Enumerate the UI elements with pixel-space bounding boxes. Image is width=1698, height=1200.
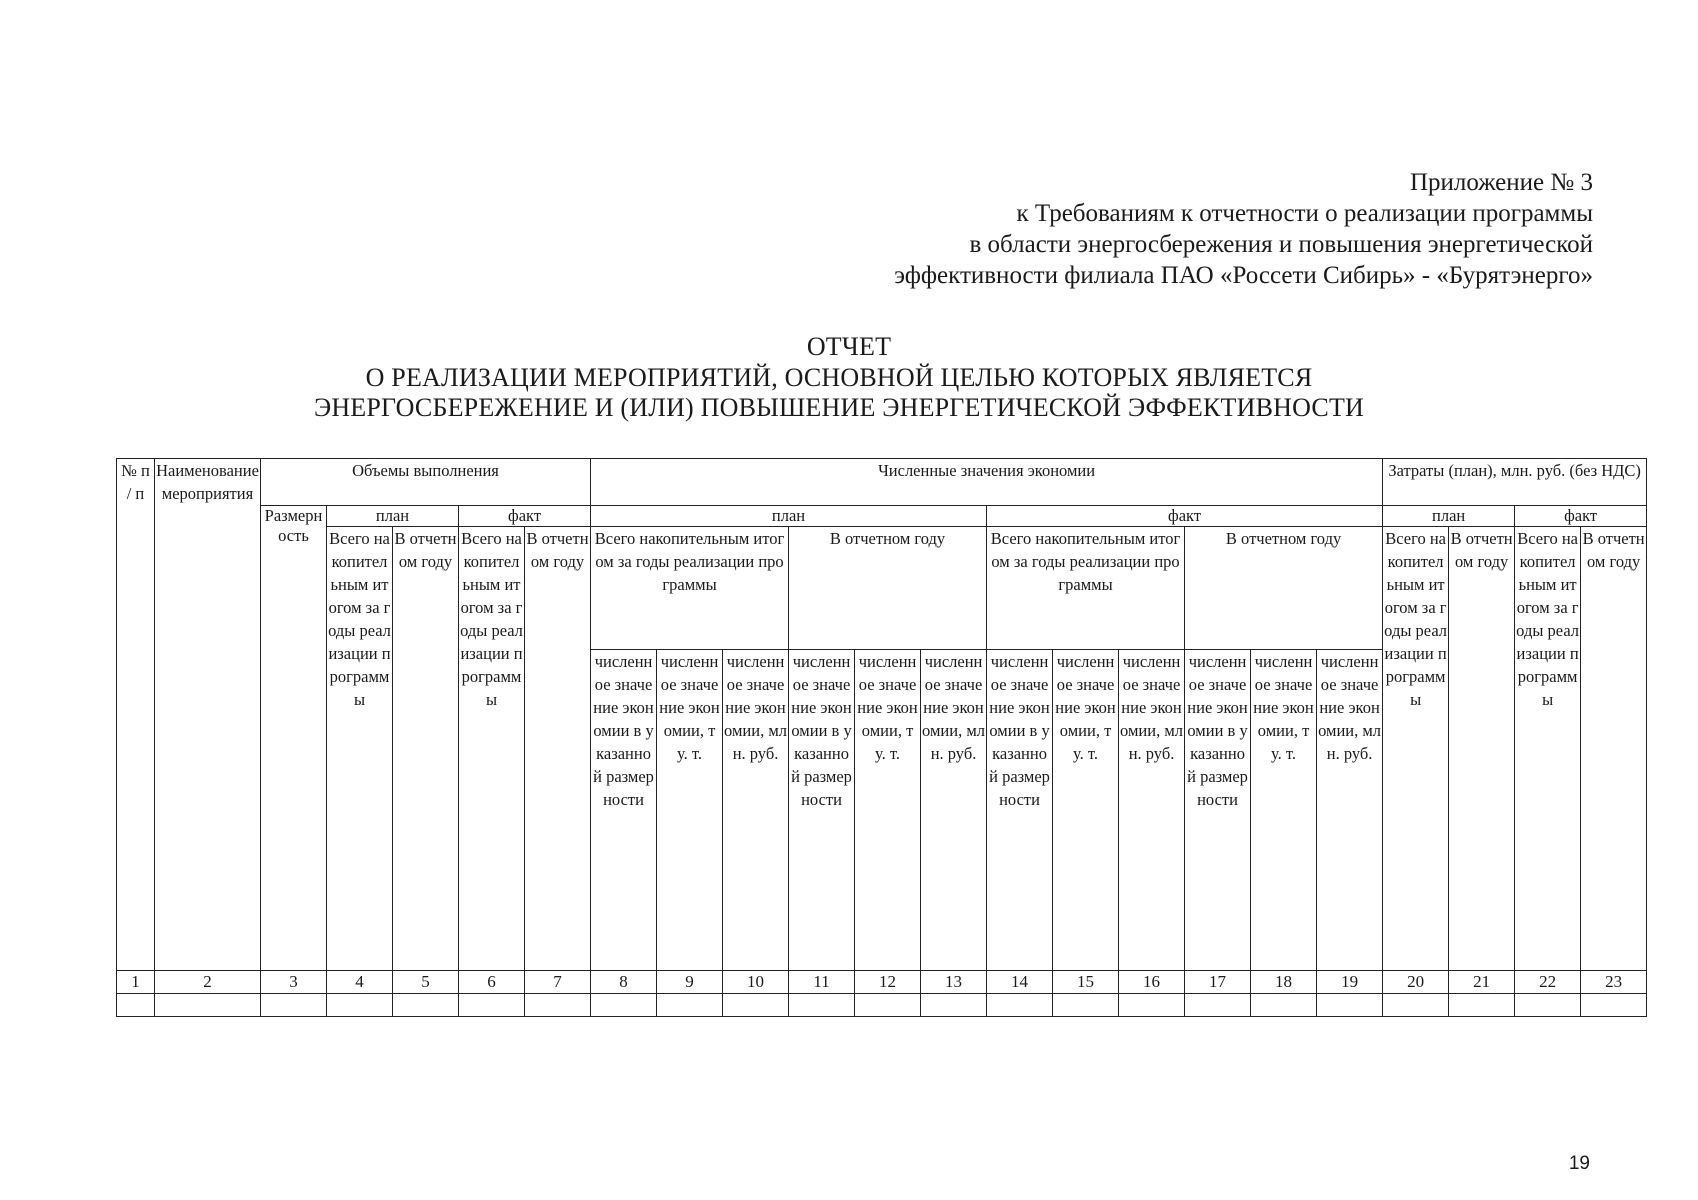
column-number: 11 — [789, 971, 855, 994]
column-number: 6 — [459, 971, 525, 994]
column-number: 2 — [155, 971, 261, 994]
header-number: № п / п — [117, 459, 155, 971]
column-number: 16 — [1119, 971, 1185, 994]
header-savings-fact-year: В отчетном году — [1185, 527, 1383, 650]
column-number: 14 — [987, 971, 1053, 994]
header-volumes-fact: факт — [459, 506, 591, 527]
column-number: 7 — [525, 971, 591, 994]
header-value-tut: численное значение экономии, т у. т. — [657, 650, 723, 971]
report-title: ОТЧЕТ — [806, 332, 892, 361]
header-volumes-plan-cumulative: Всего накопительным итогом за годы реализации программы — [327, 527, 393, 971]
header-costs: Затраты (план), млн. руб. (без НДС) — [1383, 459, 1647, 506]
column-number: 10 — [723, 971, 789, 994]
header-savings-fact: факт — [987, 506, 1383, 527]
column-number: 23 — [1581, 971, 1647, 994]
report-table — [116, 458, 1647, 1017]
column-number: 15 — [1053, 971, 1119, 994]
header-value-tut: численное значение экономии, т у. т. — [1251, 650, 1317, 971]
column-number: 19 — [1317, 971, 1383, 994]
header-savings-plan-cumulative: Всего накопительным итогом за годы реализации программы — [591, 527, 789, 650]
report-subtitle-line-2: ЭНЕРГОСБЕРЕЖЕНИЕ И (ИЛИ) ПОВЫШЕНИЕ ЭНЕРГЕТИЧЕСКОЙ ЭФФЕКТИВНОСТИ — [313, 393, 1365, 422]
page-number: 19 — [1568, 1153, 1590, 1174]
header-savings-plan-year: В отчетном году — [789, 527, 987, 650]
column-number-row — [117, 971, 1647, 994]
header-value-units: численное значение экономии в указанной размерности — [591, 650, 657, 971]
column-number: 4 — [327, 971, 393, 994]
column-number: 18 — [1251, 971, 1317, 994]
column-number: 1 — [117, 971, 155, 994]
header-value-units: численное значение экономии в указанной размерности — [987, 650, 1053, 971]
column-number: 9 — [657, 971, 723, 994]
header-value-rub: численное значение экономии, млн. руб. — [921, 650, 987, 971]
column-number: 8 — [591, 971, 657, 994]
header-volumes: Объемы выполнения — [261, 459, 591, 506]
header-unit: Размерность — [261, 506, 327, 971]
header-volumes-plan-year: В отчетном году — [393, 527, 459, 971]
appendix-line-3: в области энергосбережения и повышения энергетической — [969, 231, 1593, 258]
appendix-header — [894, 167, 1593, 291]
header-savings: Численные значения экономии — [591, 459, 1383, 506]
column-number: 21 — [1449, 971, 1515, 994]
column-number: 3 — [261, 971, 327, 994]
header-value-tut: численное значение экономии, т у. т. — [1053, 650, 1119, 971]
header-costs-plan-year: В отчетном году — [1449, 527, 1515, 971]
appendix-line-1: Приложение № 3 — [1409, 169, 1593, 196]
column-number: 5 — [393, 971, 459, 994]
header-value-rub: численное значение экономии, млн. руб. — [1317, 650, 1383, 971]
header-costs-plan: план — [1383, 506, 1515, 527]
header-value-rub: численное значение экономии, млн. руб. — [723, 650, 789, 971]
header-costs-fact-year: В отчетном году — [1581, 527, 1647, 971]
header-savings-fact-cumulative: Всего накопительным итогом за годы реализации программы — [987, 527, 1185, 650]
header-value-units: численное значение экономии в указанной размерности — [1185, 650, 1251, 971]
empty-data-row — [117, 994, 1647, 1017]
appendix-line-4: эффективности филиала ПАО «Россети Сибирь» - «Бурятэнерго» — [894, 262, 1593, 289]
header-event-name: Наименование мероприятия — [155, 459, 261, 971]
report-subtitle-line-1: О РЕАЛИЗАЦИИ МЕРОПРИЯТИЙ, ОСНОВНОЙ ЦЕЛЬЮ КОТОРЫХ ЯВЛЯЕТСЯ — [365, 363, 1313, 392]
header-volumes-plan: план — [327, 506, 459, 527]
header-value-rub: численное значение экономии, млн. руб. — [1119, 650, 1185, 971]
column-number: 12 — [855, 971, 921, 994]
column-number: 22 — [1515, 971, 1581, 994]
column-number: 13 — [921, 971, 987, 994]
header-value-units: численное значение экономии в указанной размерности — [789, 650, 855, 971]
header-costs-fact: факт — [1515, 506, 1647, 527]
header-volumes-fact-cumulative: Всего накопительным итогом за годы реализации программы — [459, 527, 525, 971]
appendix-line-2: к Требованиям к отчетности о реализации программы — [1016, 200, 1593, 227]
header-savings-plan: план — [591, 506, 987, 527]
header-volumes-fact-year: В отчетном году — [525, 527, 591, 971]
header-costs-fact-cumulative: Всего накопительным итогом за годы реализации программы — [1515, 527, 1581, 971]
column-number: 20 — [1383, 971, 1449, 994]
header-costs-plan-cumulative: Всего накопительным итогом за годы реализации программы — [1383, 527, 1449, 971]
column-number: 17 — [1185, 971, 1251, 994]
header-value-tut: численное значение экономии, т у. т. — [855, 650, 921, 971]
